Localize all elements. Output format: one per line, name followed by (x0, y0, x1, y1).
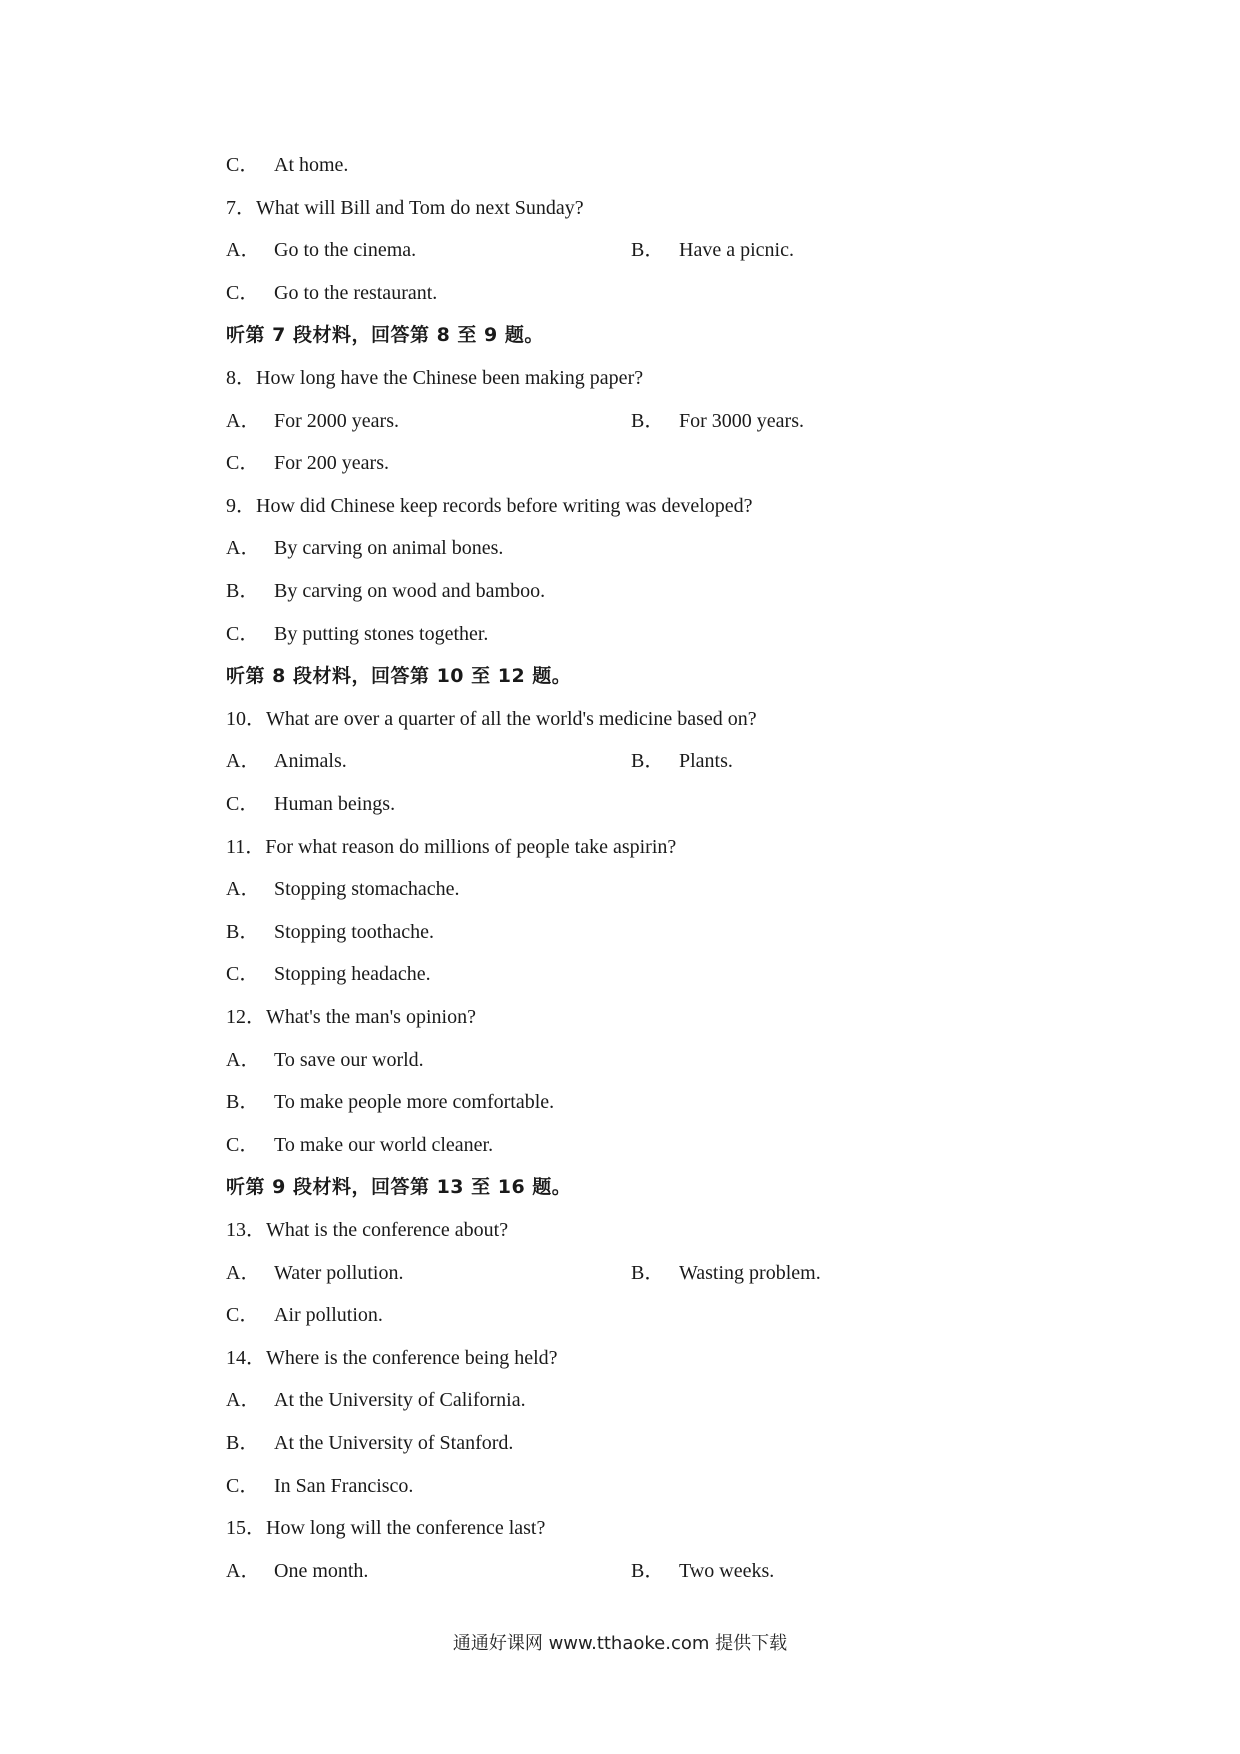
option-letter: B． (631, 239, 665, 261)
option-letter: A． (226, 750, 261, 772)
option-text: Plants. (679, 750, 733, 772)
option-letter: C． (226, 623, 260, 645)
option-letter: A． (226, 878, 261, 900)
option-text: To make our world cleaner. (274, 1134, 494, 1156)
question-text: 8．How long have the Chinese been making paper? (226, 367, 644, 389)
answer-option (226, 1047, 424, 1073)
section-heading: 听第 9 段材料，回答第 13 至 16 题。 (226, 1176, 572, 1198)
answer-option (226, 1430, 513, 1456)
answer-option (226, 748, 347, 774)
option-letter: C． (226, 963, 260, 985)
option-letter: C． (226, 282, 260, 304)
answer-option (226, 791, 395, 817)
option-text: Human beings. (274, 793, 396, 815)
question-text: 14．Where is the conference being held? (226, 1347, 558, 1369)
option-text: For 3000 years. (679, 410, 804, 432)
answer-option (226, 237, 416, 263)
option-text: One month. (274, 1560, 369, 1582)
option-text: Wasting problem. (679, 1262, 821, 1284)
answer-option (226, 961, 431, 987)
answer-option (226, 1387, 526, 1413)
option-letter: A． (226, 537, 261, 559)
option-letter: B． (631, 1560, 665, 1582)
answer-option (226, 621, 488, 647)
option-text: To make people more comfortable. (274, 1091, 555, 1113)
answer-option (631, 1260, 821, 1286)
option-letter: A． (226, 410, 261, 432)
question-text: 12．What's the man's opinion? (226, 1006, 476, 1028)
page-footer: 通通好课网 www.tthaoke.com 提供下载 (452, 1633, 788, 1654)
option-text: To save our world. (274, 1049, 424, 1071)
option-letter: C． (226, 452, 260, 474)
option-letter: A． (226, 1560, 261, 1582)
answer-option (226, 1132, 493, 1158)
answer-option (631, 237, 794, 263)
option-letter: B． (226, 921, 260, 943)
option-letter: A． (226, 1049, 261, 1071)
option-letter: B． (631, 1262, 665, 1284)
option-text: For 2000 years. (274, 410, 399, 432)
option-letter: C． (226, 154, 260, 176)
option-text: Stopping stomachache. (274, 878, 460, 900)
section-heading: 听第 8 段材料，回答第 10 至 12 题。 (226, 665, 572, 687)
option-text: For 200 years. (274, 452, 389, 474)
option-text: At home. (274, 154, 349, 176)
answer-option (226, 578, 545, 604)
option-text: By carving on animal bones. (274, 537, 504, 559)
option-letter: B． (226, 1432, 260, 1454)
option-letter: A． (226, 1262, 261, 1284)
answer-option (226, 280, 437, 306)
answer-option (226, 1473, 413, 1499)
option-text: At the University of California. (274, 1389, 526, 1411)
answer-option (226, 450, 389, 476)
option-text: Go to the cinema. (274, 239, 417, 261)
answer-option (226, 1089, 554, 1115)
answer-option (226, 1260, 403, 1286)
question-text: 11．For what reason do millions of people take aspirin? (226, 836, 677, 858)
option-letter: B． (226, 580, 260, 602)
answer-option (226, 1558, 368, 1584)
option-letter: A． (226, 1389, 261, 1411)
option-text: At the University of Stanford. (274, 1432, 514, 1454)
option-text: Two weeks. (679, 1560, 775, 1582)
option-letter: B． (631, 410, 665, 432)
option-letter: C． (226, 793, 260, 815)
option-letter: B． (226, 1091, 260, 1113)
answer-option (631, 748, 733, 774)
question-text: 15．How long will the conference last? (226, 1517, 546, 1539)
option-text: By carving on wood and bamboo. (274, 580, 546, 602)
answer-option (226, 1302, 383, 1328)
option-text: In San Francisco. (274, 1475, 414, 1497)
option-letter: C． (226, 1134, 260, 1156)
question-text: 13．What is the conference about? (226, 1219, 509, 1241)
answer-option (226, 535, 503, 561)
answer-option (226, 919, 434, 945)
option-letter: C． (226, 1475, 260, 1497)
option-text: Water pollution. (274, 1262, 404, 1284)
question-text: 9．How did Chinese keep records before writing was developed? (226, 495, 753, 517)
option-text: Stopping headache. (274, 963, 431, 985)
option-text: Have a picnic. (679, 239, 794, 261)
option-text: Go to the restaurant. (274, 282, 438, 304)
option-text: By putting stones together. (274, 623, 489, 645)
option-text: Air pollution. (274, 1304, 383, 1326)
answer-option (226, 408, 399, 434)
question-text: 7．What will Bill and Tom do next Sunday? (226, 197, 584, 219)
option-text: Stopping toothache. (274, 921, 434, 943)
answer-option (631, 1558, 774, 1584)
answer-option (226, 152, 348, 178)
option-text: Animals. (274, 750, 347, 772)
answer-option (631, 408, 804, 434)
section-heading: 听第 7 段材料，回答第 8 至 9 题。 (226, 324, 544, 346)
question-text: 10．What are over a quarter of all the world's medicine based on? (226, 708, 757, 730)
option-letter: C． (226, 1304, 260, 1326)
answer-option (226, 876, 460, 902)
option-letter: B． (631, 750, 665, 772)
option-letter: A． (226, 239, 261, 261)
